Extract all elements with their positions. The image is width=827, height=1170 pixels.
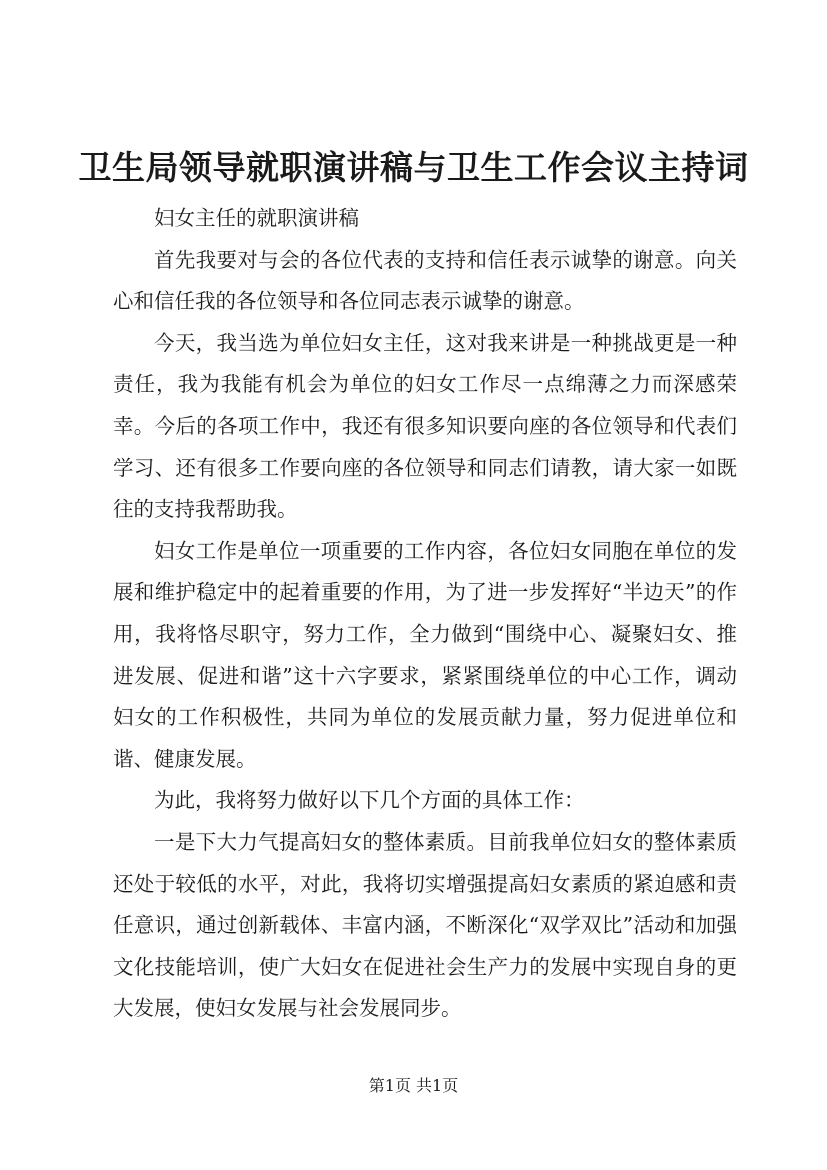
page-number-footer: 第1页 共1页 [368, 1076, 459, 1095]
document-body [113, 198, 737, 1030]
paragraph: 今天，我当选为单位妇女主任，这对我来讲是一种挑战更是一种责任，我为我能有机会为单位的妇女工作尽一点绵薄之力而深感荣幸。今后的各项工作中，我还有很多知识要向座的各位领导和代表们学习、还有很多工作要向座的各位领导和同志们请教，请大家一如既往的支持我帮助我。 [113, 330, 737, 522]
paragraph: 首先我要对与会的各位代表的支持和信任表示诚挚的谢意。向关心和信任我的各位领导和各位同志表示诚挚的谢意。 [113, 247, 737, 314]
paragraph-subtitle: 妇女主任的就职演讲稿 [154, 206, 359, 230]
paragraph: 为此，我将努力做好以下几个方面的具体工作： [154, 788, 585, 813]
paragraph: 妇女工作是单位一项重要的工作内容，各位妇女同胞在单位的发展和维护稳定中的起着重要的作用，为了进一步发挥好“半边天”的作用，我将恪尽职守，努力工作，全力做到“围绕中心、凝聚妇女、推进发展、促进和谐”这十六字要求，紧紧围绕单位的中心工作，调动妇女的工作积极性，共同为单位的发展贡献力量，努力促进单位和谐、健康发展。 [113, 538, 737, 771]
document-title: 卫生局领导就职演讲稿与卫生工作会议主持词 [78, 148, 749, 187]
paragraph: 一是下大力气提高妇女的整体素质。目前我单位妇女的整体素质还处于较低的水平，对此，我将切实增强提高妇女素质的紧迫感和责任意识，通过创新载体、丰富内涵，不断深化“双学双比”活动和加强文化技能培训，使广大妇女在促进社会生产力的发展中实现自身的更大发展，使妇女发展与社会发展同步。 [113, 829, 737, 1021]
